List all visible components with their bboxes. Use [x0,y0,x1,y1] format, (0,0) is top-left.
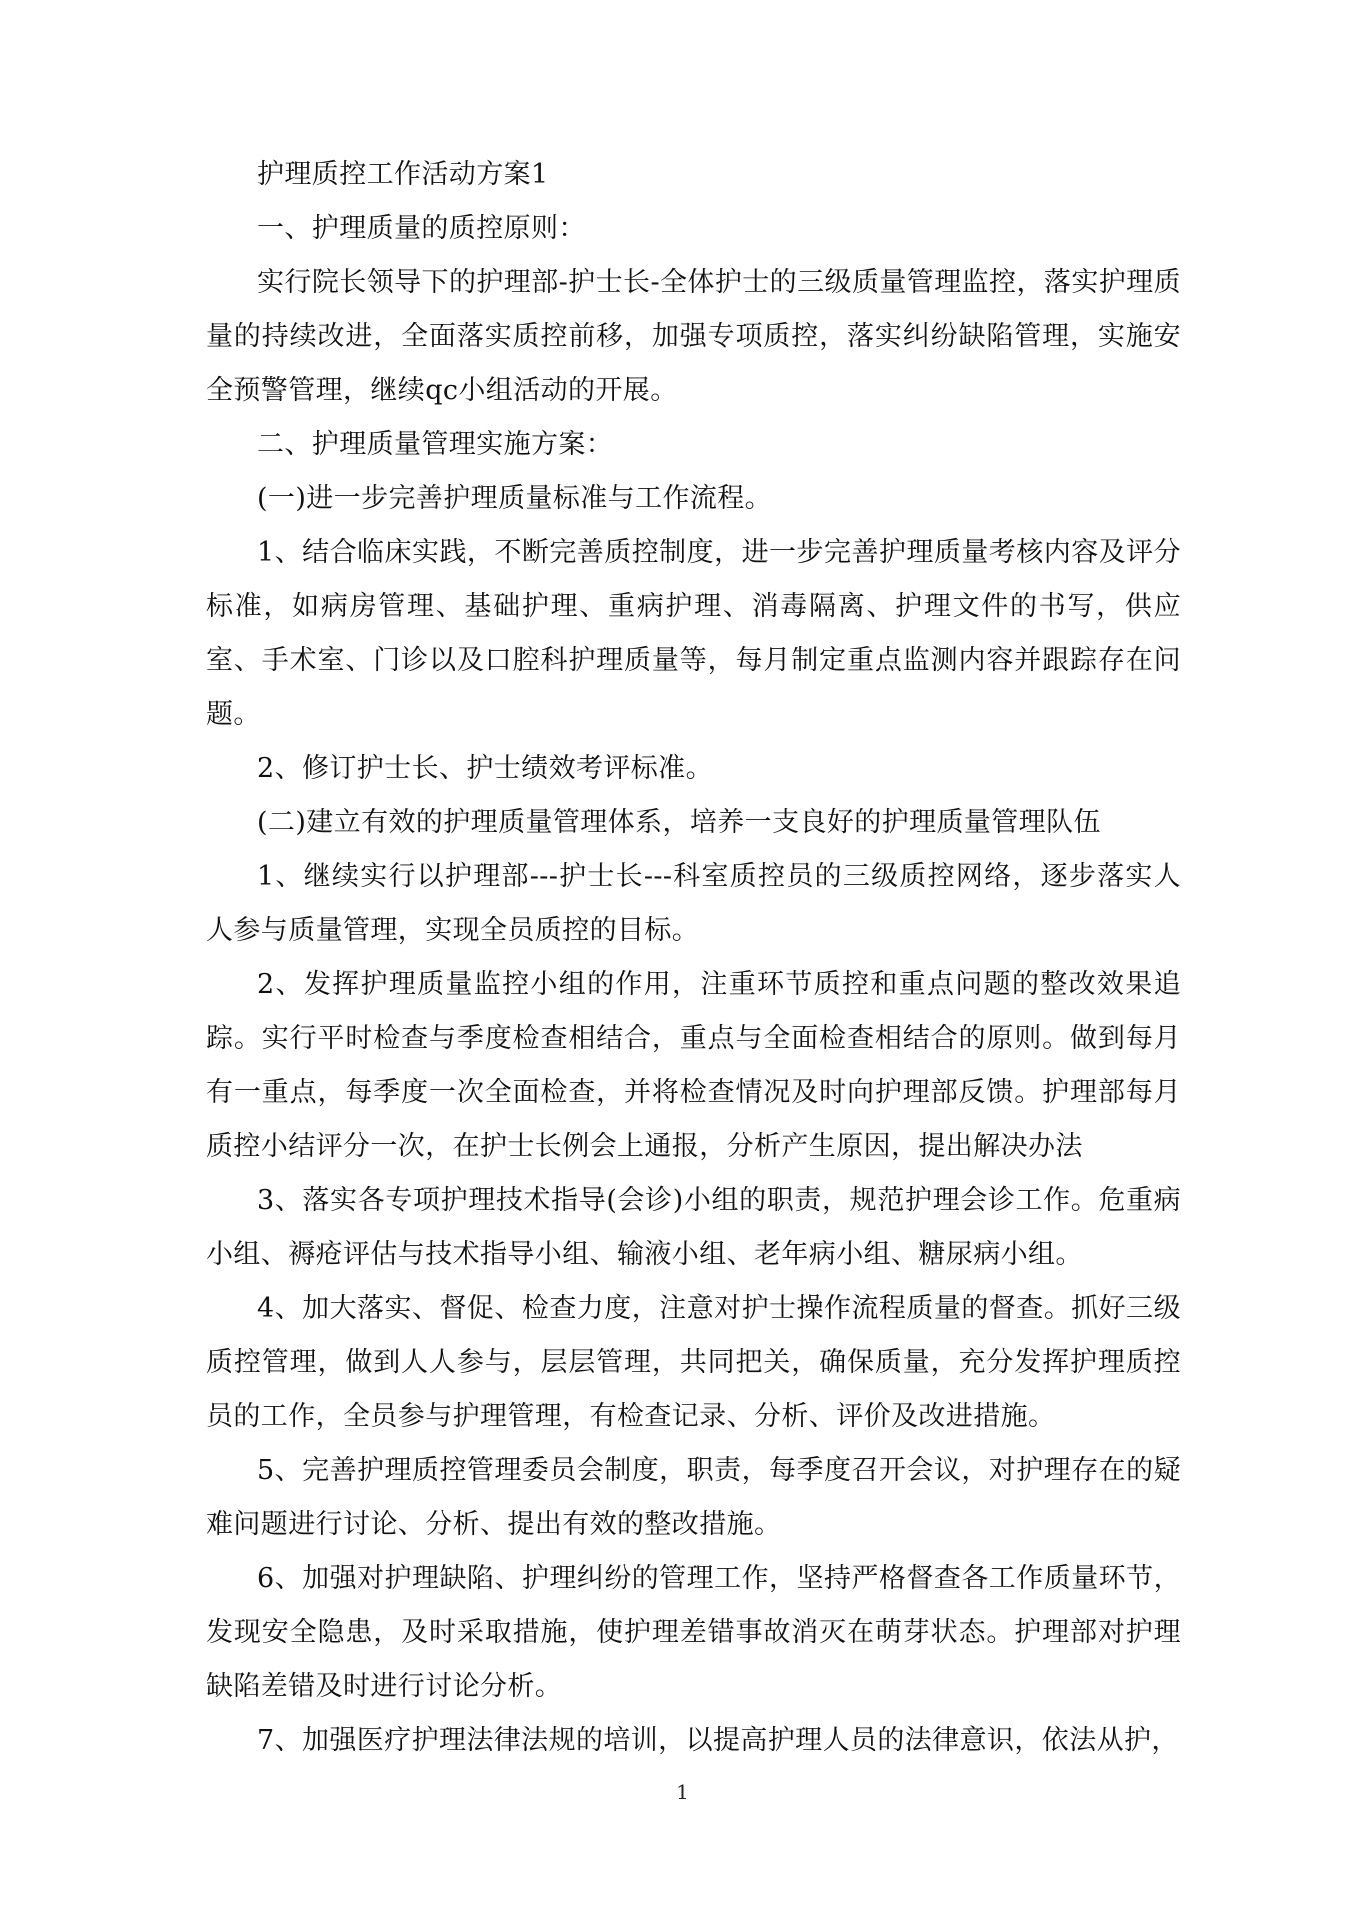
subsection-heading-system: (二)建立有效的护理质量管理体系，培养一支良好的护理质量管理队伍 [257,807,1101,838]
paragraph-item-3b: 3、落实各专项护理技术指导(会诊)小组的职责，规范护理会诊工作。危重病小组、褥疮评估与技术指导小组、输液小组、老年病小组、糖尿病小组。 [206,1185,1181,1270]
paragraph-item-2b: 2、发挥护理质量监控小组的作用，注重环节质控和重点问题的整改效果追踪。实行平时检查与季度检查相结合，重点与全面检查相结合的原则。做到每月有一重点，每季度一次全面检查，并将检查情况及时向护理部反馈。护理部每月质控小结评分一次，在护士长例会上通报，分析产生原因，提出解决办法 [206,969,1181,1162]
paragraph-item-6b: 6、加强对护理缺陷、护理纠纷的管理工作，坚持严格督查各工作质量环节，发现安全隐患，及时采取措施，使护理差错事故消灭在萌芽状态。护理部对护理缺陷差错及时进行讨论分析。 [206,1563,1181,1702]
paragraph-item-1b: 1、继续实行以护理部---护士长---科室质控员的三级质控网络，逐步落实人人参与质量管理，实现全员质控的目标。 [206,861,1181,946]
subsection-heading-standards: (一)进一步完善护理质量标准与工作流程。 [257,483,773,514]
page-number: 1 [676,1780,689,1804]
document-body [206,148,1181,1768]
paragraph-item-2a: 2、修订护士长、护士绩效考评标准。 [257,753,713,784]
paragraph-item-1a: 1、结合临床实践，不断完善质控制度，进一步完善护理质量考核内容及评分标准，如病房管理、基础护理、重病护理、消毒隔离、护理文件的书写，供应室、手术室、门诊以及口腔科护理质量等，每月制定重点监测内容并跟踪存在问题。 [206,537,1181,730]
document-title: 护理质控工作活动方案1 [257,159,549,190]
section-heading-principles: 一、护理质量的质控原则： [257,213,586,244]
paragraph-item-5b: 5、完善护理质控管理委员会制度，职责，每季度召开会议，对护理存在的疑难问题进行讨论、分析、提出有效的整改措施。 [206,1455,1181,1540]
paragraph-principles-body: 实行院长领导下的护理部-护士长-全体护士的三级质量管理监控，落实护理质量的持续改进，全面落实质控前移，加强专项质控，落实纠纷缺陷管理，实施安全预警管理，继续qc小组活动的开展。 [206,267,1181,406]
paragraph-item-4b: 4、加大落实、督促、检查力度，注意对护士操作流程质量的督查。抓好三级质控管理，做到人人参与，层层管理，共同把关，确保质量，充分发挥护理质控员的工作，全员参与护理管理，有检查记录、分析、评价及改进措施。 [206,1293,1181,1432]
paragraph-item-7b: 7、加强医疗护理法律法规的培训，以提高护理人员的法律意识，依法从护， [257,1725,1179,1756]
section-heading-implementation: 二、护理质量管理实施方案： [257,429,614,460]
